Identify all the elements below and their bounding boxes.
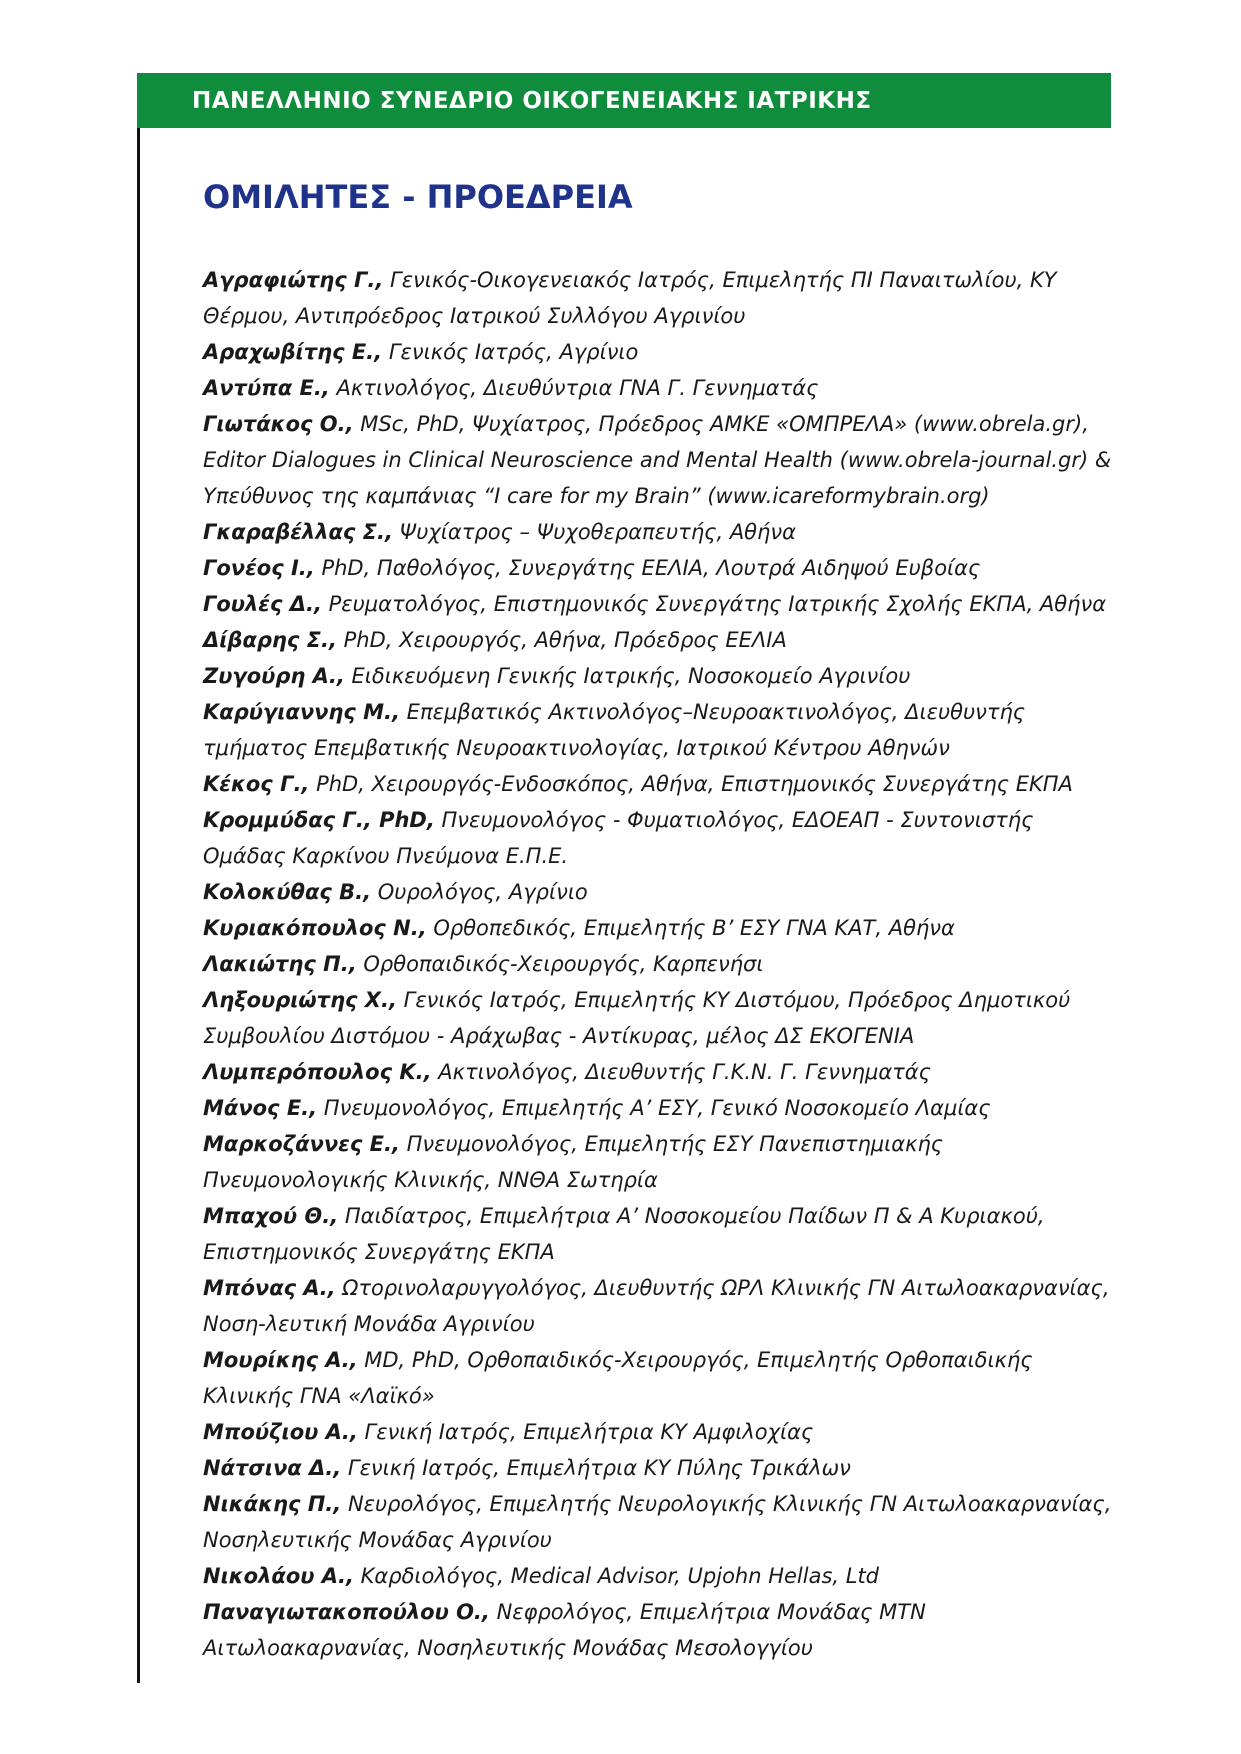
speaker-name: Καρύγιαννης Μ., <box>203 700 400 724</box>
speaker-name: Αντύπα Ε., <box>203 376 330 400</box>
speaker-entry <box>203 514 1118 550</box>
speaker-entry <box>203 334 1118 370</box>
speaker-details: Ορθοπεδικός, Επιμελητής Β’ ΕΣΥ ΓΝΑ ΚΑΤ, Αθήνα <box>426 916 955 940</box>
speaker-details: Νεφρολόγος, Επιμελήτρια Μονάδας ΜΤΝ Αιτωλοακαρνανίας, Νοσηλευτικής Μονάδας Μεσολογγίου <box>203 1600 926 1660</box>
speaker-details: Ωτορινολαρυγγολόγος, Διευθυντής ΩΡΛ Κλινικής ΓΝ Αιτωλοακαρνανίας, Νοση-λευτική Μονάδα Αγρινίου <box>203 1276 1110 1336</box>
speaker-details: Ορθοπαιδικός-Χειρουργός, Καρπενήσι <box>356 952 764 976</box>
speaker-name: Λυμπερόπουλος Κ., <box>203 1060 432 1084</box>
speaker-list <box>203 262 1118 1666</box>
speaker-name: Κέκος Γ., <box>203 772 310 796</box>
speaker-details: Καρδιολόγος, Medical Advisor, Upjohn Hellas, Ltd <box>353 1564 880 1588</box>
speaker-details: Γενικός Ιατρός, Επιμελητής ΚΥ Διστόμου, Πρόεδρος Δημοτικού Συμβουλίου Διστόμου - Αράχωβας - Αντίκυρας, μέλος ΔΣ ΕΚΟΓΕΝΙΑ <box>203 988 1071 1048</box>
speaker-name: Παναγιωτακοπούλου Ο., <box>203 1600 490 1624</box>
speaker-name: Κρομμύδας Γ., PhD, <box>203 808 435 832</box>
speaker-details: Γενικός-Οικογενειακός Ιατρός, Επιμελητής ΠΙ Παναιτωλίου, ΚΥ Θέρμου, Αντιπρόεδρος Ιατρικού Συλλόγου Αγρινίου <box>203 268 1057 328</box>
speaker-entry <box>203 622 1118 658</box>
speaker-name: Κολοκύθας Β., <box>203 880 372 904</box>
speaker-entry <box>203 946 1118 982</box>
speaker-details: Πνευμονολόγος, Επιμελητής Α’ ΕΣΥ, Γενικό Νοσοκομείο Λαμίας <box>317 1096 991 1120</box>
speaker-name: Μπόνας Α., <box>203 1276 336 1300</box>
speaker-entry <box>203 658 1118 694</box>
speaker-entry <box>203 874 1118 910</box>
speaker-entry <box>203 802 1118 874</box>
speaker-entry <box>203 910 1118 946</box>
speaker-entry <box>203 1486 1118 1558</box>
speaker-entry <box>203 1126 1118 1198</box>
speaker-details: PhD, Χειρουργός, Αθήνα, Πρόεδρος ΕΕΛΙΑ <box>336 628 787 652</box>
speaker-details: Ακτινολόγος, Διευθύντρια ΓΝΑ Γ. Γεννηματάς <box>329 376 819 400</box>
speaker-details: Γενική Ιατρός, Επιμελήτρια ΚΥ Πύλης Τρικάλων <box>341 1456 851 1480</box>
speaker-name: Μπούζιου Α., <box>203 1420 358 1444</box>
speaker-name: Νάτσινα Δ., <box>203 1456 342 1480</box>
speaker-entry <box>203 550 1118 586</box>
speaker-details: Νευρολόγος, Επιμελητής Νευρολογικής Κλινικής ΓΝ Αιτωλοακαρνανίας, Νοσηλευτικής Μονάδας Αγρινίου <box>203 1492 1112 1552</box>
speaker-entry <box>203 694 1118 766</box>
speaker-name: Δίβαρης Σ., <box>203 628 337 652</box>
speaker-name: Νικολάου Α., <box>203 1564 354 1588</box>
speaker-details: Πνευμονολόγος - Φυματιολόγος, ΕΔΟΕΑΠ - Συντονιστής Ομάδας Καρκίνου Πνεύμονα Ε.Π.Ε. <box>203 808 1034 868</box>
conference-header-bar <box>137 73 1111 128</box>
speaker-name: Μάνος Ε., <box>203 1096 318 1120</box>
speaker-details: Παιδίατρος, Επιμελήτρια Α’ Νοσοκομείου Παίδων Π & Α Κυριακού, Επιστημονικός Συνεργάτης ΕΚΠΑ <box>203 1204 1045 1264</box>
speaker-name: Μουρίκης Α., <box>203 1348 358 1372</box>
speaker-details: Ειδικευόμενη Γενικής Ιατρικής, Νοσοκομείο Αγρινίου <box>344 664 911 688</box>
speaker-name: Αγραφιώτης Γ., <box>203 268 384 292</box>
speaker-details: Γενική Ιατρός, Επιμελήτρια ΚΥ Αμφιλοχίας <box>357 1420 814 1444</box>
speaker-name: Κυριακόπουλος Ν., <box>203 916 427 940</box>
speaker-name: Νικάκης Π., <box>203 1492 342 1516</box>
speaker-details: Ακτινολόγος, Διευθυντής Γ.Κ.Ν. Γ. Γεννηματάς <box>431 1060 931 1084</box>
speaker-entry <box>203 262 1118 334</box>
speaker-entry <box>203 586 1118 622</box>
speaker-details: PhD, Χειρουργός-Ενδοσκόπος, Αθήνα, Επιστημονικός Συνεργάτης ΕΚΠΑ <box>309 772 1073 796</box>
speaker-entry <box>203 1558 1118 1594</box>
speaker-details: Ρευματολόγος, Επιστημονικός Συνεργάτης Ιατρικής Σχολής ΕΚΠΑ, Αθήνα <box>321 592 1107 616</box>
speaker-entry <box>203 982 1118 1054</box>
section-title: ΟΜΙΛΗΤΕΣ - ΠΡΟΕΔΡΕΙΑ <box>203 178 633 216</box>
speaker-entry <box>203 1342 1118 1414</box>
speaker-entry <box>203 406 1118 514</box>
speaker-entry <box>203 766 1118 802</box>
speaker-details: MD, PhD, Ορθοπαιδικός-Χειρουργός, Επιμελητής Ορθοπαιδικής Κλινικής ΓΝΑ «Λαϊκό» <box>203 1348 1033 1408</box>
speaker-details: Ψυχίατρος – Ψυχοθεραπευτής, Αθήνα <box>392 520 796 544</box>
speaker-details: Πνευμονολόγος, Επιμελητής ΕΣΥ Πανεπιστημιακής Πνευμονολογικής Κλινικής, ΝΝΘΑ Σωτηρία <box>203 1132 944 1192</box>
speaker-name: Ληξουριώτης Χ., <box>203 988 397 1012</box>
speaker-entry <box>203 1054 1118 1090</box>
speaker-entry <box>203 1198 1118 1270</box>
speaker-details: MSc, PhD, Ψυχίατρος, Πρόεδρος ΑΜΚΕ «ΟΜΠΡΕΛΑ» (www.obrela.gr), Editor Dialogues in Clinical Neuroscience and Mental Health (www.obrela-journal.gr) & Υπεύθυνος της καμπάνιας “I care for my Brain” (www.icareformybrain.org) <box>203 412 1112 508</box>
speaker-details: Γενικός Ιατρός, Αγρίνιο <box>382 340 639 364</box>
speaker-entry <box>203 1090 1118 1126</box>
speaker-entry <box>203 1594 1118 1666</box>
speaker-details: Ουρολόγος, Αγρίνιο <box>371 880 588 904</box>
speaker-entry <box>203 1414 1118 1450</box>
conference-title: ΠΑΝΕΛΛΗΝΙΟ ΣΥΝΕΔΡΙΟ ΟΙΚΟΓΕΝΕΙΑΚΗΣ ΙΑΤΡΙΚΗΣ <box>192 87 872 114</box>
speaker-details: PhD, Παθολόγος, Συνεργάτης ΕΕΛΙΑ, Λουτρά Αιδηψού Ευβοίας <box>314 556 981 580</box>
speaker-name: Γιωτάκος Ο., <box>203 412 354 436</box>
speaker-name: Αραχωβίτης Ε., <box>203 340 383 364</box>
speaker-name: Γουλές Δ., <box>203 592 322 616</box>
speaker-name: Γονέος Ι., <box>203 556 315 580</box>
speaker-details: Επεμβατικός Ακτινολόγος–Νευροακτινολόγος, Διευθυντής τμήματος Επεμβατικής Νευροακτινολογίας, Ιατρικού Κέντρου Αθηνών <box>203 700 1026 760</box>
speaker-entry <box>203 370 1118 406</box>
speaker-name: Ζυγούρη Α., <box>203 664 345 688</box>
speaker-name: Μαρκοζάννες Ε., <box>203 1132 400 1156</box>
speaker-name: Λακιώτης Π., <box>203 952 357 976</box>
left-margin-rule <box>137 73 140 1683</box>
speaker-name: Γκαραβέλλας Σ., <box>203 520 393 544</box>
speaker-name: Μπαχού Θ., <box>203 1204 339 1228</box>
speaker-entry <box>203 1450 1118 1486</box>
speaker-entry <box>203 1270 1118 1342</box>
